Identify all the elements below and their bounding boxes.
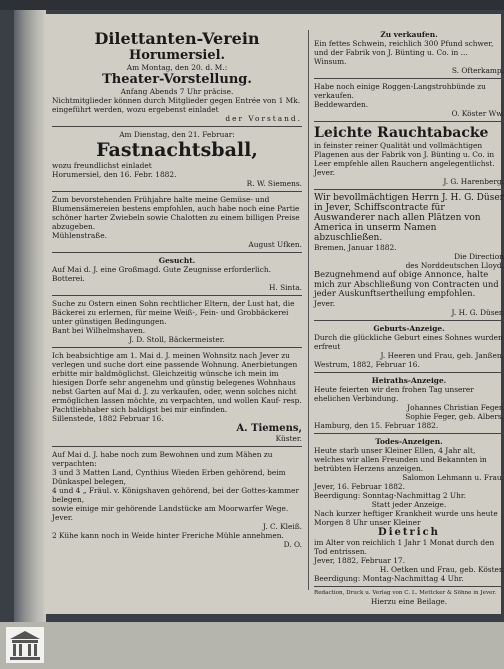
ad-title: Heiraths-Anzeige. [371, 375, 447, 385]
ad-names: J. Heeren und Frau, geb. Janßen. [380, 350, 504, 360]
ad-text: Heute starb unser Kleiner Ellen, 4 Jahr alt, welches wir allen Freunden und Bekannten in betrübten Herzens anzeigen. [314, 445, 487, 473]
ad-dilettanten-verein [52, 30, 302, 123]
ad-text: Ein fettes Schwein, reichlich 300 Pfund schwer, und der Fabrik von J. Bünting u. Co. in ... [314, 39, 494, 57]
ad-pacht [52, 450, 302, 549]
ad-text: Beerdigung: Montag-Nachmittag 4 Uhr. [314, 573, 464, 583]
ad-place: Jever, 16. Februar 1882. [314, 481, 405, 491]
ad-date: Am Dienstag, den 21. Februar: [119, 130, 235, 139]
rule [314, 586, 504, 587]
rule [52, 347, 302, 348]
ad-signature: des Norddeutschen Lloyd. [405, 261, 504, 270]
right-column [314, 30, 504, 606]
ad-names: H. Oetken und Frau, geb. Köster. [379, 564, 504, 574]
rule [314, 433, 504, 434]
ad-names: Sophie Feger, geb. Albers. [405, 411, 504, 421]
ad-name: Dietrich [378, 526, 440, 538]
rule [314, 372, 504, 373]
ad-text: im Alter von reichlich 1 Jahr 1 Monat durch den Tod entrissen. [314, 537, 495, 556]
imprint: Redaction, Druck u. Verlag von C. L. Mettcker & Söhne in Jever. [314, 589, 497, 596]
ad-line: 3 und 3 Matten Land, Cynthius Wieden Erben gehörend, beim Dünkaspel belegen, [52, 468, 286, 486]
ad-text: in feinster reiner Qualität und vollmächtigen Plagenen aus der Fabrik von J. Bünting u. Co. in Leer empfehle allen Rauchern angelegentlichst. [314, 141, 495, 168]
ad-signature: August Ufken. [248, 240, 302, 249]
ad-text: Heute feierten wir den frohen Tag unserer ehelichen Verbindung. [314, 384, 474, 403]
ad-place: Bremen, Januar 1882. [314, 243, 397, 252]
ad-name: A. Tiemens, [236, 423, 302, 434]
ad-title: Gesucht. [158, 256, 196, 265]
ad-place: Hamburg, den 15. Februar 1882. [314, 420, 439, 430]
ad-fastnachtsball [52, 130, 302, 188]
rule [52, 295, 302, 296]
ad-signature: R. W. Siemens. [246, 179, 302, 188]
ad-signature: J. D. Stoll, Bäckermeister. [129, 335, 225, 344]
rule [314, 320, 504, 321]
ad-line: sowie einige mir gehörende Landstücke am Moorwarfer Wege. [52, 504, 289, 513]
ad-signature: J. H. G. Düser. [451, 307, 504, 317]
ad-rauchtabacke [314, 125, 504, 186]
ad-title: Todes-Anzeigen. [375, 436, 443, 446]
ad-title: Dilettanten-Verein [94, 29, 260, 48]
ad-place: Winsum. [314, 57, 347, 66]
ad-geburt [314, 324, 504, 369]
ad-place: Westrum, 1882, Februar 16. [314, 359, 420, 369]
ad-line: 4 und 4 „ Fräul. v. Königshaven gehörend, bei der Gottes-kammer belegen, [52, 486, 299, 504]
ad-heirath [314, 376, 504, 430]
scanner-top-edge [0, 0, 504, 10]
ad-text: Statt jeder Anzeige. [371, 499, 447, 509]
ad-text: Zum bevorstehenden Frühjahre halte meine Gemüse- und Blumensämereien bestens empfohlen, auch habe noch eine Partie schöner harter Zwiebeln sowie Chalotten zu einem billigen Preise abzugeben. [52, 195, 300, 231]
rule [52, 191, 302, 192]
ad-gesucht [52, 256, 302, 292]
ad-roggen [314, 82, 504, 118]
ad-text: Auf Mai d. J. eine Großmagd. Gute Zeugnisse erforderlich. [52, 265, 272, 274]
ad-place: Horumersiel. [128, 48, 226, 63]
rule [52, 252, 302, 253]
ad-text: Nichtmitglieder können durch Mitglieder gegen Entrée von 1 Mk. eingeführt werden, wozu ergebenst einladet [52, 96, 301, 114]
ad-invite: wozu freundlichst einladet [52, 161, 152, 170]
ad-signature: S. Ofterkamp. [451, 66, 504, 75]
ad-text: Durch die glückliche Geburt eines Sohnes wurden erfreut [314, 332, 503, 351]
ad-place: Mühlenstraße. [52, 231, 107, 240]
ad-names: Johannes Christian Feger. [407, 402, 504, 412]
ad-place: Jever. [314, 168, 335, 177]
ad-tod [314, 437, 504, 583]
left-column [52, 30, 302, 551]
beilage-note: Hierzu eine Beilage. [370, 596, 448, 606]
ad-place: Bant bei Wilhelmshaven. [52, 326, 146, 335]
ad-text: Auf Mai d. J. habe noch zum Bewohnen und zum Mähen zu verpachten: [52, 450, 273, 468]
ad-event: Theater-Vorstellung. [102, 72, 252, 87]
ad-signature: J. C. Kleiß. [262, 522, 302, 531]
book-spine-edge [14, 10, 46, 622]
ad-baker [52, 299, 302, 344]
ad-place: Sillenstede, 1882 Februar 16. [52, 414, 164, 423]
ad-text: Ich beabsichtige am 1. Mai d. J. meinen Wohnsitz nach Jever zu verlegen und suche dort eine passende Wohnung. Anerbietungen erbitte mir baldmöglichst. Gleichzeitig wünsche ich mein im hiesigen Dorfe sehr angenehm und günstig belegenes Wohnhaus nebst Garten auf Mai d. J. zu verkaufen, oder, wenn solches nicht ermöglichen lassen möchte, zu verpachten, und wollen Kauf- resp. Pachtliebhaber sich baldigst bei mir einfinden. [52, 351, 302, 414]
ad-text: Habe noch einige Roggen-Langstrohbünde zu verkaufen. [314, 82, 486, 100]
ad-text: Suche zu Ostern einen Sohn rechtlicher Eltern, der Lust hat, die Bäckerei zu erlernen, für meine Weiß-, Fein- und Grobbäckerei unter günstigen Bedingungen. [52, 299, 295, 326]
ad-text: 2 Kühe kann noch in Weide hinter Freriche Mühle annehmen. [52, 531, 284, 540]
ad-place: Jever, 1882, Februar 17. [314, 555, 405, 565]
ad-title: Geburts-Anzeige. [373, 323, 445, 333]
ad-signature: der Vorstand. [225, 114, 302, 123]
ad-title: Fastnachtsball, [96, 139, 258, 161]
ad-auswanderer [314, 193, 504, 317]
ad-place: Jever. [314, 298, 335, 308]
ad-text: Nach kurzer heftiger Krankheit wurde uns heute Morgen 8 Uhr unser Kleiner [314, 508, 498, 527]
ad-place: Botterei. [52, 274, 85, 283]
ad-signature: O. Köster Ww. [451, 109, 504, 118]
rule [52, 126, 302, 127]
ad-text: Wir bevollmächtigen Herrn J. H. G. Düser in Jever, Schiffscontracte für Auswanderer nach allen Plätzen von America in unserm Namen abzuschließen. [314, 193, 504, 243]
ad-date: Am Montag, den 20. d. M.: [126, 63, 228, 72]
ad-role: Küster. [275, 434, 302, 443]
ad-text: Beerdigung: Sonntag-Nachmittag 2 Uhr. [314, 490, 466, 500]
library-building-icon [6, 627, 44, 663]
rule [52, 446, 302, 447]
ad-seeds [52, 195, 302, 249]
ad-signature: D. O. [283, 540, 302, 549]
rule [314, 189, 504, 190]
ad-title: Zu verkaufen. [380, 30, 438, 39]
ad-text: Bezugnehmend auf obige Annonce, halte mich zur Abschließung von Contracten und jeder Auskunftsertheilung empfohlen. [314, 269, 499, 299]
ad-signature: Die Direction [454, 252, 504, 261]
ad-wohnung [52, 351, 302, 443]
ad-place: Horumersiel, den 16. Febr. 1882. [52, 170, 177, 179]
rule [314, 121, 504, 122]
ad-signature: J. G. Harenberg. [443, 177, 504, 186]
ad-title: Leichte Rauchtabacke [314, 125, 489, 141]
rule [314, 78, 504, 79]
ad-place: Jever. [52, 513, 73, 522]
ad-zu-verkaufen [314, 30, 504, 75]
column-divider [308, 30, 309, 590]
ad-time: Anfang Abends 7 Uhr präcise. [120, 87, 234, 96]
scan-footer-bar [0, 622, 504, 669]
ad-place: Beddewarden. [314, 100, 369, 109]
ad-signature: H. Sinta. [268, 283, 302, 292]
ad-names: Salomon Lehmann u. Frau. [402, 472, 504, 482]
